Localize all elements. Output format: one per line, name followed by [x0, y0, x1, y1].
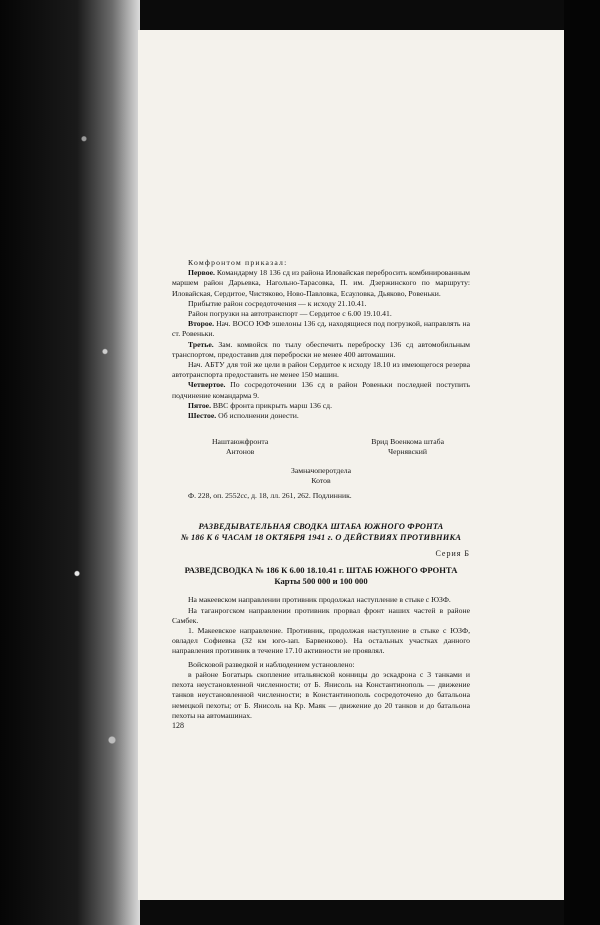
- paragraph-text: Нач. АБТУ для той же цели в район Сердитое к исходу 18.10 из имеющегося резерва автотранспорта предоставить не менее 150 машин.: [172, 360, 470, 380]
- order-paragraphs: [172, 268, 470, 421]
- page-number: 128: [172, 720, 184, 730]
- order-paragraph: [172, 340, 470, 360]
- signature-name: Антонов: [225, 447, 255, 457]
- paragraph-lead: Пятое.: [188, 400, 211, 410]
- report-paragraph: На таганрогском направлении противник прорвал фронт наших частей в районе Самбек.: [172, 605, 470, 625]
- paragraph-text: Об исполнении донести.: [216, 411, 299, 421]
- paragraph-text: Командарму 18 136 сд из района Иловайская перебросить комбинированным маршем район Дарьевка, Нагольно-Тарасовка, П. им. Дзержинского по маршруту: Иловайская, Сердитое, Чистяково, Ново-Павловка, Есауловка, Дьяково, Ровеньки.: [172, 268, 470, 298]
- signature-row: [172, 437, 470, 457]
- signature-name: Чернявский: [388, 447, 428, 457]
- signature-name: Котов: [311, 475, 331, 485]
- order-paragraph: [172, 401, 470, 411]
- order-paragraph: [172, 299, 470, 309]
- paragraph-text: Зам. комвойск по тылу обеспечить переброску 136 сд автомобильным транспортом, предоставив для переброски не менее 400 автомашин.: [172, 339, 470, 359]
- report-title: РАЗВЕДСВОДКА № 186 К 6.00 18.10.41 г. ШТАБ ЮЖНОГО ФРОНТА: [184, 565, 458, 576]
- order-paragraph: [172, 380, 470, 400]
- signature-left: [212, 437, 268, 457]
- paragraph-text: Нач. ВОСО ЮФ эшелоны 136 сд, находящиеся под погрузкой, направлять на ст. Ровеньки.: [172, 319, 470, 339]
- scan-left-edge: [0, 0, 140, 925]
- maps-label: Карты 500 000 и 100 000: [274, 576, 368, 587]
- order-paragraph: [172, 360, 470, 380]
- paragraph-lead: Второе.: [188, 319, 215, 329]
- paragraph-lead: Первое.: [188, 268, 215, 278]
- report-paragraph: в районе Богатырь скопление итальянской конницы до эскадрона с 3 танками и пехота неустановленной численности; от Б. Янисоль на Константинополь — движение танков неустановленной численности; в Константинополь сосредоточено до батальона немецкой пехоты; от Б. Янисоль на Кр. Маяк — движение до 20 танков и до батальона пехоты на автомашинах.: [172, 669, 470, 720]
- paragraph-lead: Третье.: [188, 339, 214, 349]
- order-intro: Комфронтом приказал:: [188, 258, 288, 267]
- section-title-line-1: РАЗВЕДЫВАТЕЛЬНАЯ СВОДКА ШТАБА ЮЖНОГО ФРОНТА: [198, 522, 444, 532]
- signature-right: [371, 437, 444, 457]
- signature-title: Замначоперотдела: [291, 465, 351, 475]
- document-text: [172, 258, 470, 731]
- order-paragraph: [172, 319, 470, 339]
- paragraph-text: ВВС фронта прикрыть марш 136 сд.: [211, 400, 333, 410]
- order-paragraph: [172, 411, 470, 421]
- report-paragraph: Войсковой разведкой и наблюдением установлено:: [188, 659, 355, 669]
- paragraph-text: По сосредоточении 136 сд в район Ровеньки последней поступить подчинение командарма 9.: [172, 380, 470, 400]
- paragraph-text: Прибытие район сосредоточения — к исходу 21.10.41.: [188, 298, 367, 308]
- scan-right-edge: [564, 0, 600, 925]
- report-paragraph: На макеевском направлении противник продолжал наступление в стыке с ЮЗФ.: [188, 595, 451, 605]
- signature-title: Врид Военкома штаба: [371, 437, 444, 447]
- archive-reference: Ф. 228, оп. 2552сс, д. 18, лл. 261, 262. Подлинник.: [188, 491, 352, 501]
- order-paragraph: [172, 268, 470, 299]
- signature-title: Наштаюжфронта: [212, 437, 269, 447]
- paragraph-lead: Четвертое.: [188, 380, 226, 390]
- series-label: Серия Б: [435, 549, 470, 559]
- order-paragraph: [172, 309, 470, 319]
- section-title-line-2: № 186 К 6 ЧАСАМ 18 ОКТЯБРЯ 1941 г. О ДЕЙСТВИЯХ ПРОТИВНИКА: [180, 533, 462, 543]
- paragraph-lead: Шестое.: [188, 411, 217, 421]
- signature-center: [172, 466, 470, 486]
- report-paragraph: 1. Макеевское направление. Противник, продолжая наступление в стыке с ЮЗФ, овладел Софиевка (32 км юго-зап. Барвенково). На остальных участках данного направления противник в течение 17.10 активности не проявлял.: [172, 626, 470, 656]
- paragraph-text: Район погрузки на автотранспорт — Сердитое с 6.00 19.10.41.: [188, 309, 392, 319]
